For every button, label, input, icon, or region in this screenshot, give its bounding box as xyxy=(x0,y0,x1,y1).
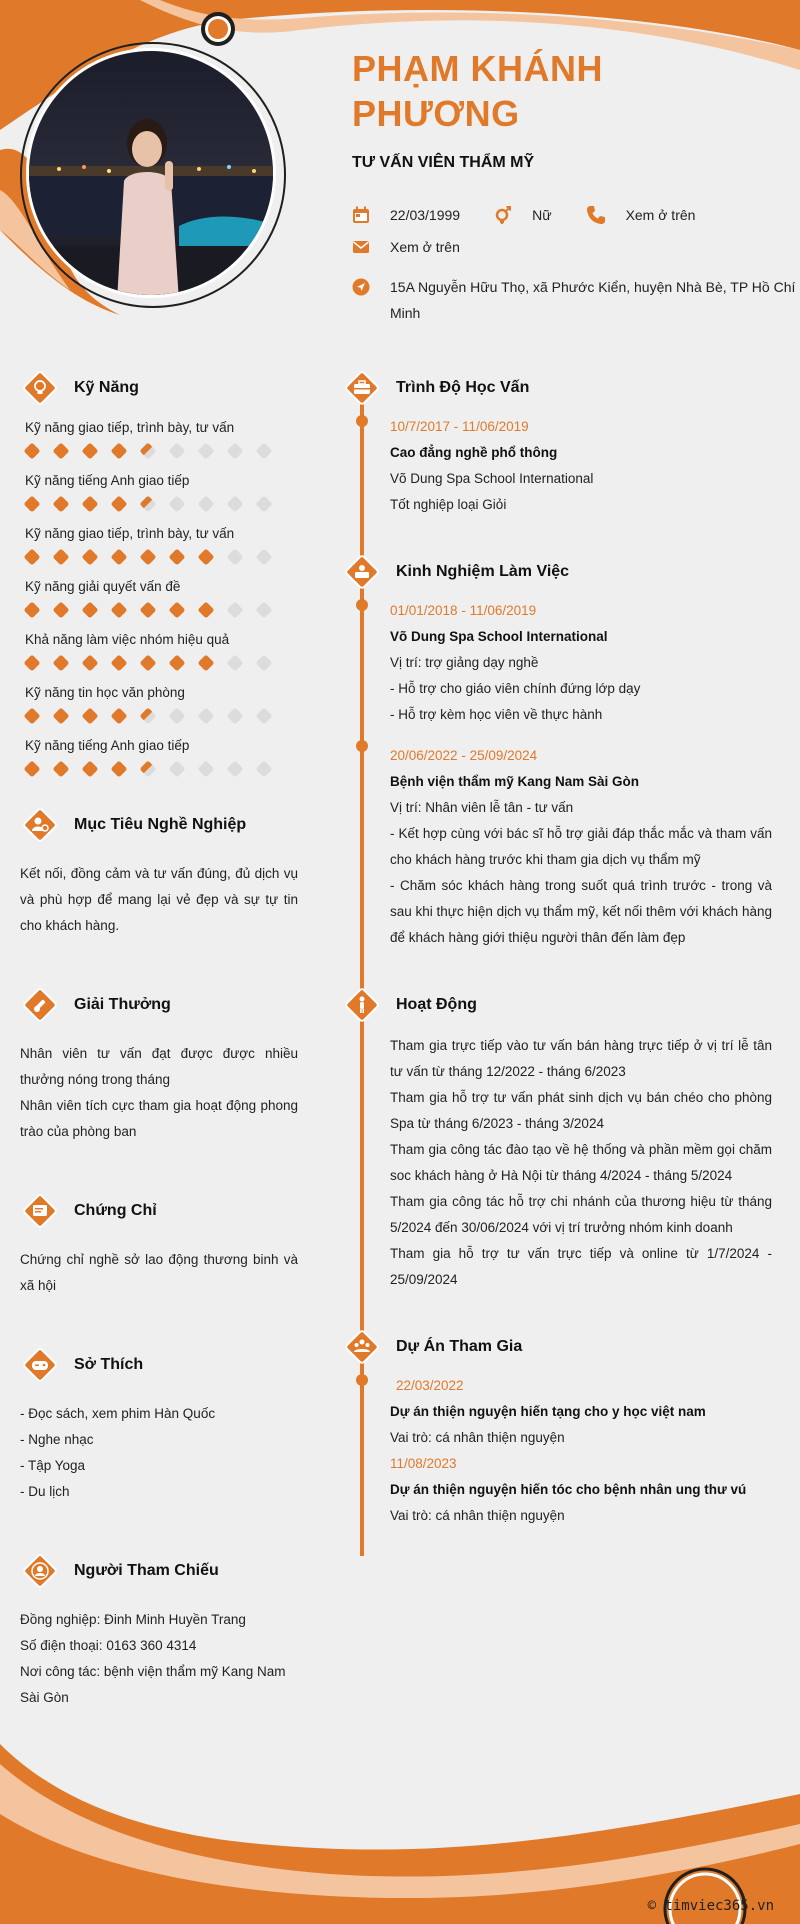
job-line: - Hỗ trợ cho giáo viên chính đứng lớp dạy xyxy=(390,681,641,696)
experience-title: Kinh Nghiệm Làm Việc xyxy=(396,563,570,580)
email-icon xyxy=(352,238,370,256)
skill-rating xyxy=(20,759,298,779)
rating-diamond-filled xyxy=(196,600,216,620)
rating-diamond-empty xyxy=(167,706,187,726)
briefcase-icon xyxy=(342,368,382,408)
rating-diamond-filled xyxy=(51,600,71,620)
job-title: TƯ VẤN VIÊN THẨM MỸ xyxy=(352,154,535,171)
reference-title: Người Tham Chiếu xyxy=(74,1562,219,1579)
skill-name: Kỹ năng giải quyết vấn đề xyxy=(25,579,181,594)
avatar-photo xyxy=(29,51,276,298)
email-value: Xem ở trên xyxy=(390,239,460,255)
rating-diamond-filled xyxy=(109,441,129,461)
birthday-field xyxy=(352,202,460,228)
award-item: Nhân viên tư vấn đạt được được nhiều thưởng nóng trong tháng xyxy=(20,1046,298,1087)
rating-diamond-filled xyxy=(22,600,42,620)
job-line: - Hỗ trợ kèm học viên về thực hành xyxy=(390,707,603,722)
activity-item: Tham gia hỗ trợ tư vấn phát sinh dịch vụ bán chéo cho phòng Spa từ tháng 6/2023 - tháng 3/2024 xyxy=(390,1090,772,1131)
right-column xyxy=(342,368,772,1529)
avatar-accent-dot xyxy=(201,12,235,46)
rating-diamond-filled xyxy=(109,600,129,620)
skill-row xyxy=(20,526,298,567)
skill-name: Khả năng làm việc nhóm hiệu quả xyxy=(25,632,230,647)
email-field xyxy=(352,238,460,260)
reference-line: Đồng nghiệp: Đinh Minh Huyền Trang xyxy=(20,1612,246,1627)
rating-diamond-empty xyxy=(225,441,245,461)
reference-line: Số điện thoại: 0163 360 4314 xyxy=(20,1638,197,1653)
rating-diamond-filled xyxy=(80,759,100,779)
rating-diamond-filled xyxy=(196,653,216,673)
activity-item: Tham gia trực tiếp vào tư vấn bán hàng trực tiếp ở vị trí lễ tân tư vấn từ tháng 12/2022 - tháng 6/2023 xyxy=(390,1038,772,1079)
info-row-personal xyxy=(352,202,792,228)
rating-diamond-empty xyxy=(254,706,274,726)
skill-row xyxy=(20,685,298,726)
activities-section xyxy=(342,985,772,1293)
rating-diamond-filled xyxy=(80,441,100,461)
education-school: Võ Dung Spa School International xyxy=(390,471,594,486)
certificates-heading xyxy=(20,1191,298,1231)
rating-diamond-empty xyxy=(254,547,274,567)
rating-diamond-filled xyxy=(109,706,129,726)
job-line: Vị trí: Nhân viên lễ tân - tư vấn xyxy=(390,800,574,815)
address-field xyxy=(352,274,798,326)
rating-diamond-filled xyxy=(109,547,129,567)
rating-diamond-empty xyxy=(167,441,187,461)
gamepad-icon xyxy=(20,1345,60,1385)
skill-rating xyxy=(20,653,298,673)
skills-heading xyxy=(20,368,298,408)
job-line: Vị trí: trợ giảng dạy nghề xyxy=(390,655,539,670)
rating-diamond-filled xyxy=(22,759,42,779)
rating-diamond-filled xyxy=(138,600,158,620)
skill-name: Kỹ năng giao tiếp, trình bày, tư vấn xyxy=(25,526,235,541)
rating-diamond-empty xyxy=(225,547,245,567)
rating-diamond-filled xyxy=(51,547,71,567)
medal-icon xyxy=(20,985,60,1025)
avatar xyxy=(26,48,276,298)
skill-name: Kỹ năng giao tiếp, trình bày, tư vấn xyxy=(25,420,235,435)
certificates-title: Chứng Chỉ xyxy=(74,1202,157,1219)
gender-icon xyxy=(494,206,512,224)
skill-rating xyxy=(20,600,298,620)
rating-diamond-empty xyxy=(225,600,245,620)
activity-item: Tham gia công tác hỗ trợ chi nhánh của thương hiệu từ tháng 5/2024 đến 30/06/2024 với vị trí trưởng nhóm kinh doanh xyxy=(390,1194,772,1235)
reference-section xyxy=(20,1551,298,1711)
skill-row xyxy=(20,632,298,673)
timeline-dot xyxy=(356,1374,368,1386)
certificates-section xyxy=(20,1191,298,1299)
address-value: 15A Nguyễn Hữu Thọ, xã Phước Kiển, huyện Nhà Bè, TP Hồ Chí Minh xyxy=(390,279,796,321)
project-entry xyxy=(390,1451,772,1529)
activity-person-icon xyxy=(342,985,382,1025)
skill-row xyxy=(20,738,298,779)
rating-diamond-empty xyxy=(196,706,216,726)
hobby-item: - Du lịch xyxy=(20,1484,70,1499)
rating-diamond-filled xyxy=(22,441,42,461)
footer-decoration xyxy=(0,1724,800,1924)
awards-section xyxy=(20,985,298,1145)
phone-field xyxy=(586,202,696,228)
skills-section xyxy=(20,368,298,779)
phone-value: Xem ở trên xyxy=(625,207,696,223)
project-date: 22/03/2022 xyxy=(396,1378,464,1393)
phone-icon xyxy=(586,205,606,225)
activities-heading xyxy=(342,985,772,1025)
rating-diamond-half xyxy=(138,494,158,514)
rating-diamond-empty xyxy=(225,653,245,673)
certificate-text: Chứng chỉ nghề sở lao động thương binh và xã hội xyxy=(20,1252,298,1293)
project-name: Dự án thiện nguyện hiến tóc cho bệnh nhân ung thư vú xyxy=(390,1482,747,1497)
rating-diamond-filled xyxy=(51,494,71,514)
rating-diamond-empty xyxy=(196,441,216,461)
rating-diamond-filled xyxy=(22,547,42,567)
location-icon xyxy=(352,278,370,296)
rating-diamond-filled xyxy=(51,441,71,461)
skill-row xyxy=(20,420,298,461)
rating-diamond-filled xyxy=(109,494,129,514)
rating-diamond-empty xyxy=(225,706,245,726)
rating-diamond-empty xyxy=(254,653,274,673)
education-section xyxy=(342,368,772,518)
laptop-user-icon xyxy=(342,552,382,592)
rating-diamond-empty xyxy=(225,759,245,779)
rating-diamond-filled xyxy=(51,653,71,673)
rating-diamond-filled xyxy=(109,759,129,779)
skill-name: Kỹ năng tiếng Anh giao tiếp xyxy=(25,473,190,488)
rating-diamond-filled xyxy=(109,653,129,673)
team-icon xyxy=(342,1327,382,1367)
skill-name: Kỹ năng tin học văn phòng xyxy=(25,685,185,700)
education-date: 10/7/2017 - 11/06/2019 xyxy=(390,419,529,434)
rating-diamond-empty xyxy=(196,494,216,514)
experience-heading xyxy=(342,552,772,592)
project-entry xyxy=(390,1373,772,1451)
objective-heading xyxy=(20,805,298,845)
rating-diamond-filled xyxy=(138,547,158,567)
award-item: Nhân viên tích cực tham gia hoạt động phong trào của phòng ban xyxy=(20,1098,298,1139)
job-line: - Chăm sóc khách hàng trong suốt quá trình trước - trong và sau khi thực hiện dịch vụ thẩm mỹ, kết nối thêm với khách hàng để khách hàng giới thiệu người thân đến làm đẹp xyxy=(390,878,772,945)
watermark: © timviec365.vn xyxy=(647,1898,774,1914)
skills-title: Kỹ Năng xyxy=(74,379,139,396)
education-degree: Cao đẳng nghề phổ thông xyxy=(390,445,558,460)
job-company: Võ Dung Spa School International xyxy=(390,629,608,644)
timeline-dot xyxy=(356,415,368,427)
skill-row xyxy=(20,473,298,514)
objective-text: Kết nối, đồng cảm và tư vấn đúng, đủ dịch vụ và phù hợp để mang lại vẻ đẹp và sự tự tin cho khách hàng. xyxy=(20,866,298,933)
experience-section xyxy=(342,552,772,951)
rating-diamond-filled xyxy=(80,706,100,726)
rating-diamond-empty xyxy=(254,759,274,779)
rating-diamond-filled xyxy=(80,653,100,673)
project-role: Vai trò: cá nhân thiện nguyện xyxy=(390,1430,565,1445)
projects-heading xyxy=(342,1327,772,1367)
target-person-icon xyxy=(20,805,60,845)
job-line: - Kết hợp cùng với bác sĩ hỗ trợ giải đáp thắc mắc và tham vấn cho khách hàng trước khi tham gia dịch vụ thẩm mỹ xyxy=(390,826,772,867)
job-date: 20/06/2022 - 25/09/2024 xyxy=(390,748,538,763)
rating-diamond-empty xyxy=(225,494,245,514)
rating-diamond-filled xyxy=(80,600,100,620)
rating-diamond-empty xyxy=(254,441,274,461)
job-date: 01/01/2018 - 11/06/2019 xyxy=(390,603,537,618)
certificate-icon xyxy=(20,1191,60,1231)
objective-title: Mục Tiêu Nghề Nghiệp xyxy=(74,816,247,833)
activity-item: Tham gia công tác đào tạo về hệ thống và phần mềm gọi chăm soc khách hàng ở Hà Nội từ tháng 4/2024 - tháng 5/2024 xyxy=(390,1142,772,1183)
projects-section xyxy=(342,1327,772,1529)
rating-diamond-filled xyxy=(51,759,71,779)
rating-diamond-filled xyxy=(22,494,42,514)
candidate-name: PHẠM KHÁNH PHƯƠNG xyxy=(352,48,603,134)
awards-heading xyxy=(20,985,298,1025)
project-name: Dự án thiện nguyện hiến tạng cho y học việt nam xyxy=(390,1404,706,1419)
job-entry xyxy=(390,598,772,728)
hobbies-heading xyxy=(20,1345,298,1385)
rating-diamond-filled xyxy=(196,547,216,567)
rating-diamond-half xyxy=(138,706,158,726)
rating-diamond-empty xyxy=(254,494,274,514)
skill-rating xyxy=(20,547,298,567)
education-result: Tốt nghiệp loại Giỏi xyxy=(390,497,507,512)
skill-rating xyxy=(20,494,298,514)
activity-item: Tham gia hỗ trợ tư vấn trực tiếp và online từ 1/7/2024 - 25/09/2024 xyxy=(390,1246,772,1287)
rating-diamond-filled xyxy=(167,547,187,567)
skill-row xyxy=(20,579,298,620)
rating-diamond-filled xyxy=(167,653,187,673)
reference-line: Nơi công tác: bệnh viện thẩm mỹ Kang Nam Sài Gòn xyxy=(20,1664,286,1705)
skill-rating xyxy=(20,441,298,461)
project-role: Vai trò: cá nhân thiện nguyện xyxy=(390,1508,565,1523)
rating-diamond-half xyxy=(138,441,158,461)
job-entry xyxy=(390,743,772,951)
skills-bulb-icon xyxy=(20,368,60,408)
gender-value: Nữ xyxy=(532,207,552,223)
rating-diamond-empty xyxy=(167,759,187,779)
objective-section xyxy=(20,805,298,939)
timeline-dot xyxy=(356,740,368,752)
calendar-icon xyxy=(352,206,370,224)
rating-diamond-filled xyxy=(80,494,100,514)
birthday-value: 22/03/1999 xyxy=(390,207,461,223)
left-column xyxy=(20,368,298,1711)
skill-rating xyxy=(20,706,298,726)
hobbies-title: Sở Thích xyxy=(74,1356,144,1373)
hobby-item: - Nghe nhạc xyxy=(20,1432,94,1447)
projects-title: Dự Án Tham Gia xyxy=(396,1338,523,1355)
reference-heading xyxy=(20,1551,298,1591)
rating-diamond-half xyxy=(138,759,158,779)
hobby-item: - Tập Yoga xyxy=(20,1458,86,1473)
rating-diamond-filled xyxy=(22,653,42,673)
job-company: Bệnh viện thẩm mỹ Kang Nam Sài Gòn xyxy=(390,774,640,789)
education-heading xyxy=(342,368,772,408)
awards-title: Giải Thưởng xyxy=(74,996,171,1013)
skill-name: Kỹ năng tiếng Anh giao tiếp xyxy=(25,738,190,753)
rating-diamond-filled xyxy=(167,600,187,620)
person-icon xyxy=(20,1551,60,1591)
rating-diamond-empty xyxy=(196,759,216,779)
rating-diamond-filled xyxy=(80,547,100,567)
gender-field xyxy=(494,202,551,228)
rating-diamond-filled xyxy=(22,706,42,726)
project-date: 11/08/2023 xyxy=(390,1456,457,1471)
hobbies-section xyxy=(20,1345,298,1505)
timeline-dot xyxy=(356,599,368,611)
rating-diamond-empty xyxy=(254,600,274,620)
education-title: Trình Độ Học Vấn xyxy=(396,379,530,396)
rating-diamond-filled xyxy=(138,653,158,673)
rating-diamond-empty xyxy=(167,494,187,514)
skills-list xyxy=(20,420,298,779)
hobby-item: - Đọc sách, xem phim Hàn Quốc xyxy=(20,1406,216,1421)
activities-title: Hoạt Động xyxy=(396,996,477,1013)
rating-diamond-filled xyxy=(51,706,71,726)
